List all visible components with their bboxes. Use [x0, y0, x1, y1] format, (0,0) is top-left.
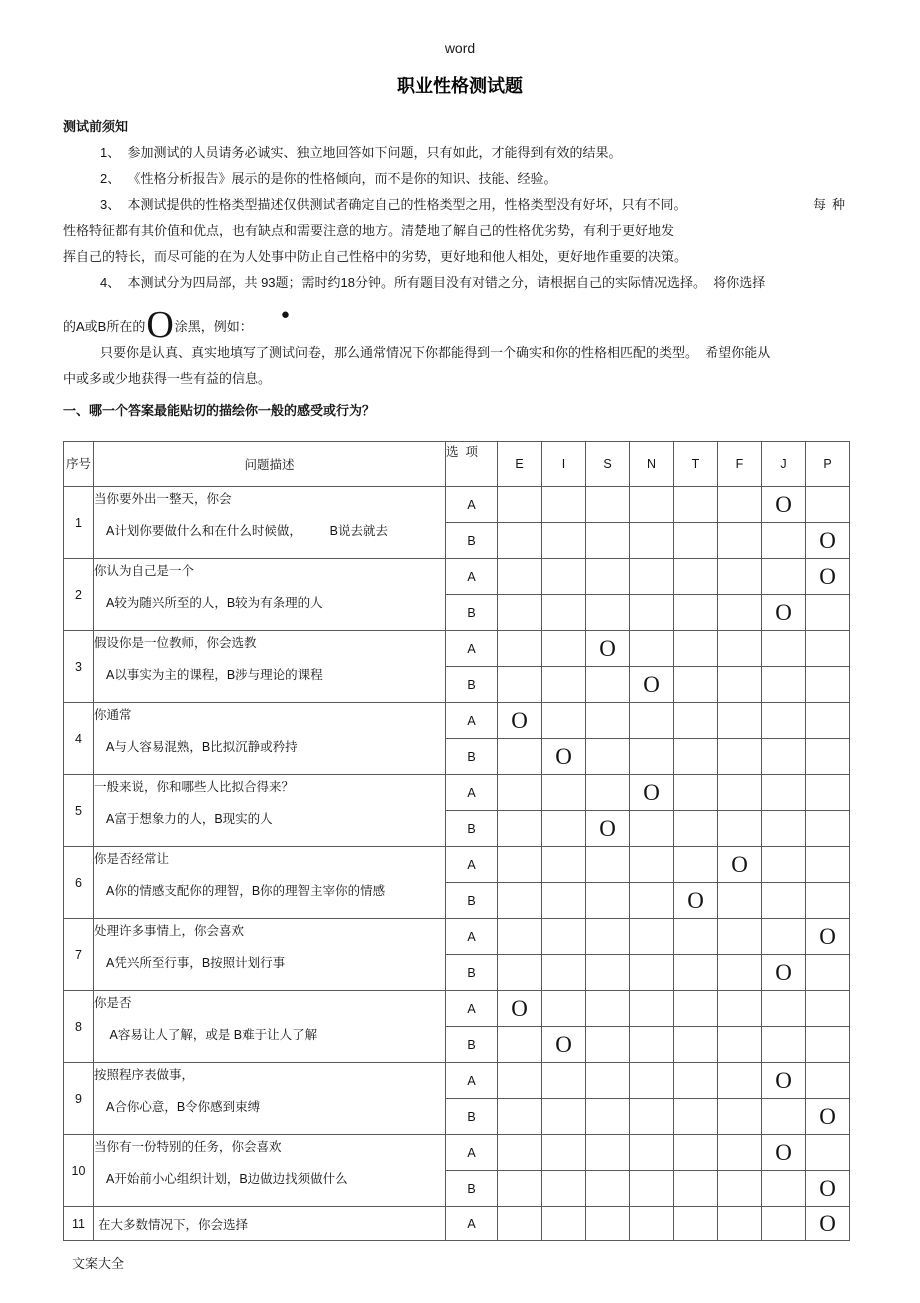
mark-cell-J	[762, 631, 806, 667]
mark-cell-E	[498, 1063, 542, 1099]
mark-cell-E	[498, 523, 542, 559]
mark-cell-T	[674, 775, 718, 811]
mark-cell-J	[762, 595, 806, 631]
option-a-label: A	[446, 1135, 498, 1171]
question-row-a	[64, 919, 850, 955]
note-item-4-pre-text: 的A或B所在的	[63, 319, 146, 334]
mark-cell-I	[542, 703, 586, 739]
mark-cell-T	[674, 991, 718, 1027]
question-text	[94, 847, 446, 919]
option-a-label: A	[446, 775, 498, 811]
mark-cell-P	[806, 739, 850, 775]
note-item-3-line1	[63, 192, 853, 218]
question-text	[94, 919, 446, 991]
mark-cell-E	[498, 919, 542, 955]
mark-cell-S	[586, 775, 630, 811]
answer-circle-mark: O	[819, 1211, 836, 1236]
option-b-label: B	[446, 667, 498, 703]
mark-cell-J	[762, 523, 806, 559]
question-number: 8	[64, 991, 94, 1063]
mark-cell-N	[630, 883, 674, 919]
mark-cell-J	[762, 1207, 806, 1241]
option-a-label: A	[446, 631, 498, 667]
mark-cell-J	[762, 1171, 806, 1207]
question-row-a	[64, 559, 850, 595]
mark-cell-S	[586, 667, 630, 703]
mark-cell-E	[498, 883, 542, 919]
mark-cell-F	[718, 919, 762, 955]
answer-circle-mark: O	[819, 1176, 836, 1201]
header-col-S: S	[586, 442, 630, 487]
mark-cell-T	[674, 595, 718, 631]
mark-cell-N	[630, 1063, 674, 1099]
mark-cell-I	[542, 523, 586, 559]
mark-cell-P	[806, 1099, 850, 1135]
mark-cell-I	[542, 631, 586, 667]
mark-cell-J	[762, 667, 806, 703]
option-b-label: B	[446, 1099, 498, 1135]
option-b-label: B	[446, 523, 498, 559]
answer-options-line: A与人容易混熟，B比拟沉静或矜持	[106, 740, 298, 754]
mark-cell-N	[630, 631, 674, 667]
mark-cell-N	[630, 559, 674, 595]
option-a-label: A	[446, 559, 498, 595]
answer-circle-mark: O	[731, 852, 748, 877]
mark-cell-I	[542, 1207, 586, 1241]
header-col-F: F	[718, 442, 762, 487]
mark-cell-J	[762, 1063, 806, 1099]
question-text	[94, 559, 446, 631]
answer-options-line: A以事实为主的课程，B涉与理论的课程	[106, 668, 323, 682]
mark-cell-P	[806, 523, 850, 559]
header-col-N: N	[630, 442, 674, 487]
mark-cell-J	[762, 1027, 806, 1063]
question-number: 7	[64, 919, 94, 991]
mark-cell-E	[498, 1099, 542, 1135]
answer-circle-mark: O	[687, 888, 704, 913]
page-title: 职业性格测试题	[397, 76, 523, 96]
mark-cell-N	[630, 739, 674, 775]
mark-cell-I	[542, 1099, 586, 1135]
page-footer: 文案大全	[72, 1256, 125, 1271]
option-b-label: B	[446, 883, 498, 919]
answer-circle-mark: O	[819, 564, 836, 589]
mark-cell-P	[806, 883, 850, 919]
mark-cell-T	[674, 631, 718, 667]
mark-cell-S	[586, 1027, 630, 1063]
mark-cell-P	[806, 1027, 850, 1063]
mark-cell-T	[674, 955, 718, 991]
mark-cell-J	[762, 559, 806, 595]
question-number: 4	[64, 703, 94, 775]
document-body	[63, 114, 853, 1241]
note-item-3-line3: 挥自己的特长，而尽可能的在为人处事中防止自己性格中的劣势，更好地和他人相处，更好地作重要的决策。	[63, 249, 688, 264]
mark-cell-S	[586, 847, 630, 883]
mark-cell-F	[718, 1171, 762, 1207]
mark-cell-E	[498, 1135, 542, 1171]
header-number-column: 序号	[64, 442, 94, 487]
mark-cell-F	[718, 775, 762, 811]
answer-options-line: A合你心意，B令你感到束缚	[106, 1100, 261, 1114]
question-text: 在大多数情况下，你会选择	[94, 1207, 446, 1241]
mark-cell-S	[586, 955, 630, 991]
question-number: 5	[64, 775, 94, 847]
mark-cell-N	[630, 487, 674, 523]
mark-cell-E	[498, 1027, 542, 1063]
question-text	[94, 631, 446, 703]
question-line: 按照程序表做事，	[94, 1068, 195, 1082]
answer-options-line: A开始前小心组织计划，B边做边找须做什么	[106, 1172, 348, 1186]
question-number: 2	[64, 559, 94, 631]
blank-circle-example: O	[146, 304, 174, 346]
mark-cell-S	[586, 703, 630, 739]
mark-cell-N	[630, 847, 674, 883]
answer-options-line: A较为随兴所至的人，B较为有条理的人	[106, 596, 323, 610]
section-1-heading: 一、哪一个答案最能贴切的描绘你一般的感受或行为？	[63, 403, 376, 418]
header-col-E: E	[498, 442, 542, 487]
question-number: 3	[64, 631, 94, 703]
question-number: 6	[64, 847, 94, 919]
answer-circle-mark: O	[775, 1140, 792, 1165]
option-a-label: A	[446, 487, 498, 523]
mark-cell-P	[806, 1207, 850, 1241]
header-col-I: I	[542, 442, 586, 487]
mark-cell-N	[630, 1171, 674, 1207]
answer-circle-mark: O	[599, 636, 616, 661]
mark-cell-S	[586, 1171, 630, 1207]
question-number: 11	[64, 1207, 94, 1241]
mark-cell-E	[498, 1207, 542, 1241]
note-item-5-line2: 中或多或少地获得一些有益的信息。	[63, 371, 272, 386]
mark-cell-S	[586, 1063, 630, 1099]
filled-dot-example-icon: ●	[280, 306, 290, 323]
header-question-column: 问题描述	[94, 442, 446, 487]
mark-cell-F	[718, 703, 762, 739]
answer-circle-mark: O	[555, 1032, 572, 1057]
mark-cell-T	[674, 1135, 718, 1171]
mark-cell-F	[718, 991, 762, 1027]
mark-cell-F	[718, 559, 762, 595]
mark-cell-T	[674, 703, 718, 739]
mark-cell-P	[806, 811, 850, 847]
notes-heading: 测试前须知	[63, 119, 129, 134]
table-header-row	[64, 442, 850, 487]
mark-cell-T	[674, 847, 718, 883]
mark-cell-S	[586, 811, 630, 847]
question-line: 假设你是一位教师，你会选教	[94, 636, 257, 650]
mark-cell-J	[762, 1135, 806, 1171]
option-b-label: B	[446, 1171, 498, 1207]
question-row	[64, 1207, 850, 1241]
question-row-a	[64, 1063, 850, 1099]
mark-cell-T	[674, 1207, 718, 1241]
note-item-3-text: 3、 本测试提供的性格类型描述仅供测试者确定自己的性格类型之用，性格类型没有好坏，只有不同。	[100, 197, 687, 212]
question-line: 当你有一份特别的任务，你会喜欢	[94, 1140, 282, 1154]
mark-cell-T	[674, 667, 718, 703]
mark-cell-N	[630, 775, 674, 811]
mark-cell-I	[542, 883, 586, 919]
mark-cell-T	[674, 739, 718, 775]
option-b-label: B	[446, 955, 498, 991]
mark-cell-P	[806, 1135, 850, 1171]
mark-cell-P	[806, 1171, 850, 1207]
mark-cell-J	[762, 955, 806, 991]
note-item-3-line2: 性格特征都有其价值和优点，也有缺点和需要注意的地方。清楚地了解自己的性格优劣势，有利于更好地发	[63, 223, 675, 238]
mark-cell-I	[542, 595, 586, 631]
header-col-J: J	[762, 442, 806, 487]
mark-cell-J	[762, 739, 806, 775]
question-text	[94, 1135, 446, 1207]
mark-cell-I	[542, 1135, 586, 1171]
answer-circle-mark: O	[643, 780, 660, 805]
answer-circle-mark: O	[643, 672, 660, 697]
mark-cell-E	[498, 955, 542, 991]
mark-cell-I	[542, 1063, 586, 1099]
question-text	[94, 775, 446, 847]
question-text	[94, 991, 446, 1063]
mark-cell-T	[674, 1063, 718, 1099]
mark-cell-S	[586, 559, 630, 595]
mark-cell-I	[542, 991, 586, 1027]
question-row-a	[64, 991, 850, 1027]
answer-options-line: A凭兴所至行事，B按照计划行事	[106, 956, 286, 970]
mark-cell-I	[542, 667, 586, 703]
mark-cell-F	[718, 955, 762, 991]
mark-cell-I	[542, 739, 586, 775]
mark-cell-T	[674, 919, 718, 955]
question-row-a	[64, 1135, 850, 1171]
mark-cell-S	[586, 739, 630, 775]
question-answer-table	[63, 441, 850, 1241]
mark-cell-N	[630, 523, 674, 559]
mark-cell-E	[498, 1171, 542, 1207]
note-item-5-line1: 只要你是认真、真实地填写了测试问卷，那么通常情况下你都能得到一个确实和你的性格相匹配的类型。 希望你能从	[100, 345, 771, 360]
answer-circle-mark: O	[775, 960, 792, 985]
mark-cell-T	[674, 811, 718, 847]
answer-circle-mark: O	[599, 816, 616, 841]
mark-cell-E	[498, 631, 542, 667]
mark-cell-F	[718, 1027, 762, 1063]
mark-cell-I	[542, 559, 586, 595]
mark-cell-I	[542, 1027, 586, 1063]
answer-circle-mark: O	[775, 1068, 792, 1093]
mark-cell-S	[586, 919, 630, 955]
mark-cell-S	[586, 883, 630, 919]
option-a-label: A	[446, 703, 498, 739]
answer-circle-mark: O	[511, 708, 528, 733]
mark-cell-N	[630, 595, 674, 631]
header-col-T: T	[674, 442, 718, 487]
mark-cell-N	[630, 1135, 674, 1171]
mark-cell-S	[586, 1135, 630, 1171]
answer-circle-mark: O	[819, 924, 836, 949]
mark-cell-S	[586, 1099, 630, 1135]
mark-cell-N	[630, 703, 674, 739]
mark-cell-N	[630, 955, 674, 991]
note-item-3-right-fragment: 每种	[812, 197, 851, 212]
mark-cell-E	[498, 775, 542, 811]
question-line: 你是否经常让	[94, 852, 170, 866]
mark-cell-E	[498, 739, 542, 775]
mark-cell-E	[498, 667, 542, 703]
mark-cell-I	[542, 1171, 586, 1207]
mark-cell-S	[586, 991, 630, 1027]
question-number: 9	[64, 1063, 94, 1135]
mark-cell-F	[718, 847, 762, 883]
note-item-4-post-text: 涂黑，例如：	[174, 319, 253, 334]
option-a-label: A	[446, 1063, 498, 1099]
mark-cell-J	[762, 1099, 806, 1135]
option-a-label: A	[446, 847, 498, 883]
mark-cell-P	[806, 847, 850, 883]
mark-cell-I	[542, 811, 586, 847]
mark-cell-F	[718, 595, 762, 631]
option-b-label: B	[446, 595, 498, 631]
answer-circle-mark: O	[819, 1104, 836, 1129]
mark-cell-E	[498, 811, 542, 847]
mark-cell-N	[630, 919, 674, 955]
answer-circle-mark: O	[819, 528, 836, 553]
header-option-column: 选 项	[446, 442, 498, 487]
option-b-label: B	[446, 739, 498, 775]
mark-cell-P	[806, 631, 850, 667]
question-row-a	[64, 487, 850, 523]
answer-options-line: A计划你要做什么和在什么时候做， B说去就去	[106, 524, 388, 538]
header-col-P: P	[806, 442, 850, 487]
mark-cell-N	[630, 1027, 674, 1063]
option-a-label: A	[446, 991, 498, 1027]
mark-cell-N	[630, 1099, 674, 1135]
option-b-label: B	[446, 1027, 498, 1063]
note-item-1: 1、 参加测试的人员请务必诚实、独立地回答如下问题，只有如此，才能得到有效的结果。	[100, 145, 622, 160]
mark-cell-E	[498, 595, 542, 631]
answer-options-line: A你的情感支配你的理智，B你的理智主宰你的情感	[106, 884, 386, 898]
mark-cell-S	[586, 631, 630, 667]
question-text	[94, 703, 446, 775]
mark-cell-P	[806, 559, 850, 595]
note-item-4-line1: 4、 本测试分为四局部，共 93题；需时约18分钟。所有题目没有对错之分，请根据自己的实际情况选择。 将你选择	[100, 275, 766, 290]
mark-cell-E	[498, 487, 542, 523]
answer-circle-mark: O	[775, 600, 792, 625]
mark-cell-P	[806, 595, 850, 631]
question-line: 当你要外出一整天，你会	[94, 492, 232, 506]
mark-cell-F	[718, 1207, 762, 1241]
mark-cell-T	[674, 523, 718, 559]
mark-cell-N	[630, 667, 674, 703]
mark-cell-P	[806, 775, 850, 811]
mark-cell-J	[762, 847, 806, 883]
mark-cell-P	[806, 955, 850, 991]
mark-cell-I	[542, 487, 586, 523]
question-line: 处理许多事情上，你会喜欢	[94, 924, 245, 938]
mark-cell-S	[586, 523, 630, 559]
question-number: 1	[64, 487, 94, 559]
mark-cell-J	[762, 775, 806, 811]
mark-cell-P	[806, 667, 850, 703]
mark-cell-F	[718, 631, 762, 667]
question-line: 你通常	[94, 708, 132, 722]
mark-cell-P	[806, 1063, 850, 1099]
mark-cell-F	[718, 523, 762, 559]
mark-cell-F	[718, 883, 762, 919]
question-line: 你是否	[94, 996, 132, 1010]
question-row-a	[64, 847, 850, 883]
mark-cell-F	[718, 739, 762, 775]
mark-cell-E	[498, 559, 542, 595]
mark-cell-S	[586, 595, 630, 631]
mark-cell-T	[674, 559, 718, 595]
mark-cell-T	[674, 1027, 718, 1063]
mark-cell-I	[542, 955, 586, 991]
mark-cell-T	[674, 1171, 718, 1207]
mark-cell-F	[718, 811, 762, 847]
mark-cell-P	[806, 703, 850, 739]
mark-cell-F	[718, 1135, 762, 1171]
answer-options-line: A容易让人了解，或是 B难于让人了解	[106, 1028, 318, 1042]
mark-cell-T	[674, 1099, 718, 1135]
mark-cell-T	[674, 883, 718, 919]
question-text	[94, 1063, 446, 1135]
mark-cell-F	[718, 487, 762, 523]
question-row-a	[64, 703, 850, 739]
mark-cell-E	[498, 703, 542, 739]
question-line: 一般来说，你和哪些人比拟合得来？	[94, 780, 295, 794]
mark-cell-N	[630, 991, 674, 1027]
mark-cell-P	[806, 487, 850, 523]
mark-cell-I	[542, 775, 586, 811]
mark-cell-J	[762, 883, 806, 919]
mark-cell-J	[762, 991, 806, 1027]
mark-cell-J	[762, 811, 806, 847]
mark-cell-I	[542, 847, 586, 883]
answer-options-line: A富于想象力的人，B现实的人	[106, 812, 273, 826]
mark-cell-P	[806, 919, 850, 955]
mark-cell-J	[762, 919, 806, 955]
question-text	[94, 487, 446, 559]
option-a-label: A	[446, 1207, 498, 1241]
answer-circle-mark: O	[555, 744, 572, 769]
doc-header-watermark: word	[444, 40, 476, 56]
question-number: 10	[64, 1135, 94, 1207]
question-row-a	[64, 775, 850, 811]
question-row-a	[64, 631, 850, 667]
option-b-label: B	[446, 811, 498, 847]
option-a-label: A	[446, 919, 498, 955]
mark-cell-J	[762, 703, 806, 739]
answer-circle-mark: O	[775, 492, 792, 517]
mark-cell-I	[542, 919, 586, 955]
mark-cell-N	[630, 811, 674, 847]
note-item-2: 2、 《性格分析报告》展示的是你的性格倾向，而不是你的知识、技能、经验。	[100, 171, 557, 186]
mark-cell-E	[498, 847, 542, 883]
mark-cell-F	[718, 1063, 762, 1099]
mark-cell-N	[630, 1207, 674, 1241]
mark-cell-F	[718, 667, 762, 703]
mark-cell-E	[498, 991, 542, 1027]
question-line: 你认为自己是一个	[94, 564, 195, 578]
mark-cell-F	[718, 1099, 762, 1135]
answer-circle-mark: O	[511, 996, 528, 1021]
mark-cell-J	[762, 487, 806, 523]
mark-cell-P	[806, 991, 850, 1027]
note-item-4-line2	[63, 296, 853, 346]
mark-cell-T	[674, 487, 718, 523]
mark-cell-S	[586, 487, 630, 523]
mark-cell-S	[586, 1207, 630, 1241]
